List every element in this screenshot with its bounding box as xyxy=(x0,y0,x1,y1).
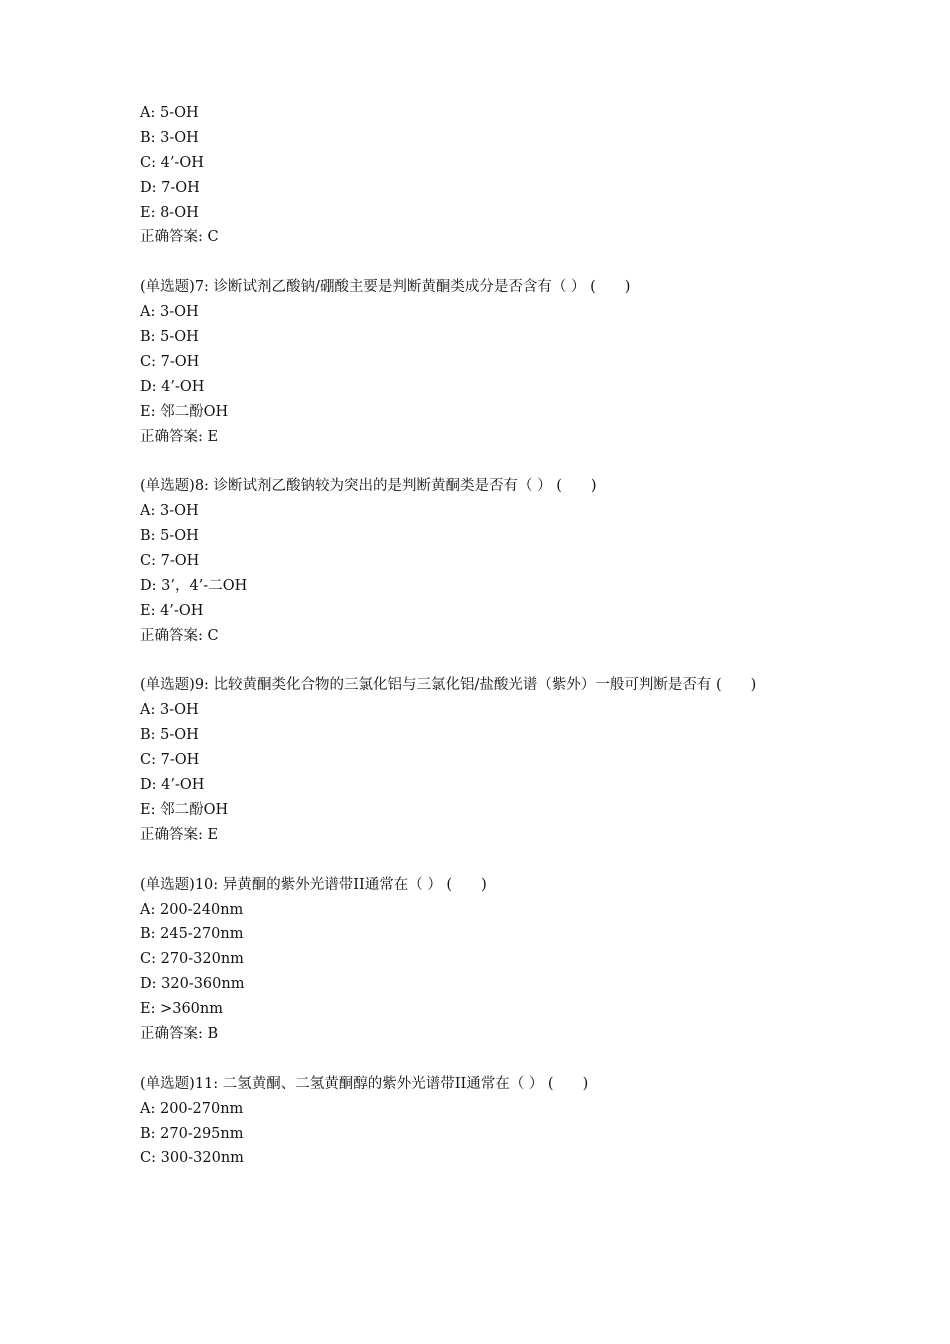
option-b: B: 5-OH xyxy=(140,329,199,346)
option-c: C: 270-320nm xyxy=(140,951,244,968)
option-c: C: 7-OH xyxy=(140,553,200,570)
option-a: A: 200-270nm xyxy=(140,1100,244,1117)
correct-answer: 正确答案: C xyxy=(140,229,219,246)
question-block xyxy=(140,673,840,847)
question-title: (单选题)10: 异黄酮的紫外光谱带II通常在（ ） ( ) xyxy=(140,876,487,893)
option-b: B: 270-295nm xyxy=(140,1125,244,1142)
question-block xyxy=(140,275,840,449)
option-b: B: 5-OH xyxy=(140,528,199,545)
option-a: A: 3-OH xyxy=(140,304,199,321)
option-b: B: 245-270nm xyxy=(140,926,244,943)
option-d: D: 320-360nm xyxy=(140,976,245,993)
correct-answer: 正确答案: B xyxy=(140,1025,219,1042)
option-e: E: 8-OH xyxy=(140,204,199,221)
question-block xyxy=(140,474,840,648)
spacer xyxy=(140,1047,840,1072)
question-block xyxy=(140,873,840,1047)
question-title: (单选题)9: 比较黄酮类化合物的三氯化铝与三氯化铝/盐酸光谱（紫外）一般可判断是否有 ( ) xyxy=(140,677,757,694)
question-block xyxy=(140,1072,840,1172)
option-e: E: 邻二酚OH xyxy=(140,403,229,420)
option-d: D: 3’，4’-二OH xyxy=(140,577,248,594)
spacer xyxy=(140,649,840,674)
option-c: C: 300-320nm xyxy=(140,1150,244,1167)
option-b: B: 3-OH xyxy=(140,129,199,146)
option-e: E: 邻二酚OH xyxy=(140,801,229,818)
option-b: B: 5-OH xyxy=(140,727,199,744)
option-a: A: 5-OH xyxy=(140,105,199,121)
question-title: (单选题)7: 诊断试剂乙酸钠/硼酸主要是判断黄酮类成分是否含有（ ） ( ) xyxy=(140,279,631,296)
spacer xyxy=(140,250,840,275)
option-a: A: 200-240nm xyxy=(140,901,244,918)
option-c: C: 7-OH xyxy=(140,752,200,769)
question-title: (单选题)8: 诊断试剂乙酸钠较为突出的是判断黄酮类是否有（ ） ( ) xyxy=(140,478,597,495)
option-d: D: 4’-OH xyxy=(140,777,205,794)
correct-answer: 正确答案: C xyxy=(140,627,219,644)
option-e: E: >360nm xyxy=(140,1001,223,1018)
option-a: A: 3-OH xyxy=(140,702,199,719)
option-e: E: 4’-OH xyxy=(140,602,204,619)
option-c: C: 7-OH xyxy=(140,353,200,370)
correct-answer: 正确答案: E xyxy=(140,826,219,843)
question-title: (单选题)11: 二氢黄酮、二氢黄酮醇的紫外光谱带II通常在（ ） ( ) xyxy=(140,1075,589,1092)
correct-answer: 正确答案: E xyxy=(140,428,219,445)
option-d: D: 4’-OH xyxy=(140,378,205,395)
question-block xyxy=(140,101,840,250)
option-d: D: 7-OH xyxy=(140,179,200,196)
option-c: C: 4’-OH xyxy=(140,154,204,171)
spacer xyxy=(140,848,840,873)
spacer xyxy=(140,449,840,474)
option-a: A: 3-OH xyxy=(140,503,199,520)
document-page xyxy=(140,101,840,1171)
